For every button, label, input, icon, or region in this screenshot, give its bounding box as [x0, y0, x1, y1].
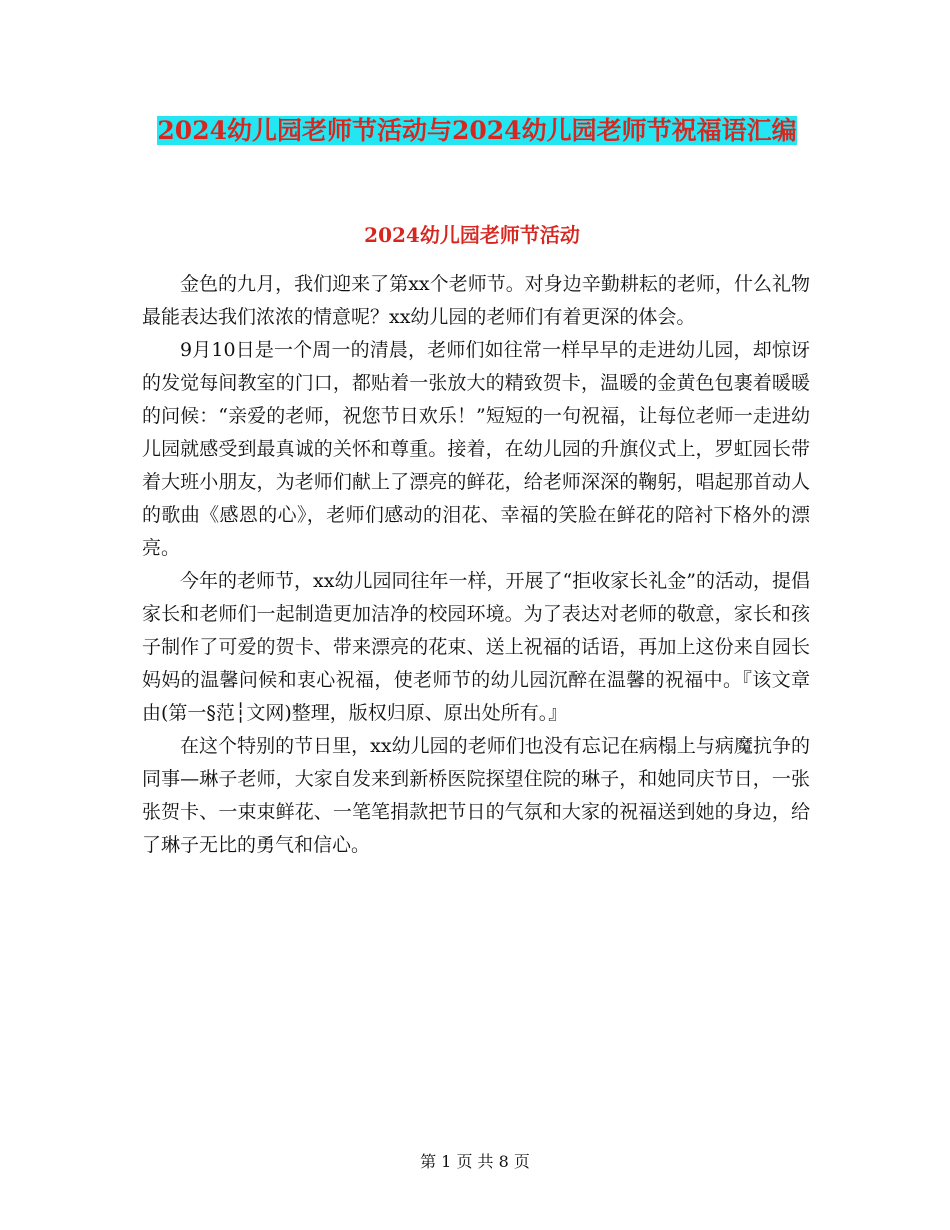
paragraph: 金色的九月，我们迎来了第xx个老师节。对身边辛勤耕耘的老师，什么礼物最能表达我们浓浓的情意呢？xx幼儿园的老师们有着更深的体会。 [142, 273, 810, 328]
document-title-text: 2024幼儿园老师节活动与2024幼儿园老师节祝福语汇编 [157, 116, 797, 145]
paragraph: 今年的老师节，xx幼儿园同往年一样，开展了“拒收家长礼金”的活动，提倡家长和老师们一起制造更加洁净的校园环境。为了表达对老师的敬意，家长和孩子制作了可爱的贺卡、带来漂亮的花束、送上祝福的话语，再加上这份来自园长妈妈的温馨问候和衷心祝福，使老师节的幼儿园沉醉在温馨的祝福中。『该文章由(第一§范┆文网)整理，版权归原、原出处所有。』 [142, 570, 810, 724]
document-body [142, 268, 810, 862]
document-title [142, 108, 812, 154]
paragraph: 在这个特别的节日里，xx幼儿园的老师们也没有忘记在病榻上与病魔抗争的同事—琳子老师，大家自发来到新桥医院探望住院的琳子，和她同庆节日，一张张贺卡、一束束鲜花、一笔笔捐款把节日的气氛和大家的祝福送到她的身边，给了琳子无比的勇气和信心。 [142, 735, 810, 856]
page-footer: 第 1 页 共 8 页 [420, 1152, 530, 1171]
paragraph: 9月10日是一个周一的清晨，老师们如往常一样早早的走进幼儿园，却惊讶的发觉每间教室的门口，都贴着一张放大的精致贺卡，温暖的金黄色包裹着暖暖的问候：“亲爱的老师，祝您节日欢乐！”短短的一句祝福，让每位老师一走进幼儿园就感受到最真诚的关怀和尊重。接着，在幼儿园的升旗仪式上，罗虹园长带着大班小朋友，为老师们献上了漂亮的鲜花，给老师深深的鞠躬，唱起那首动人的歌曲《感恩的心》，老师们感动的泪花、幸福的笑脸在鲜花的陪衬下格外的漂亮。 [142, 339, 810, 559]
section-title: 2024幼儿园老师节活动 [364, 223, 580, 247]
